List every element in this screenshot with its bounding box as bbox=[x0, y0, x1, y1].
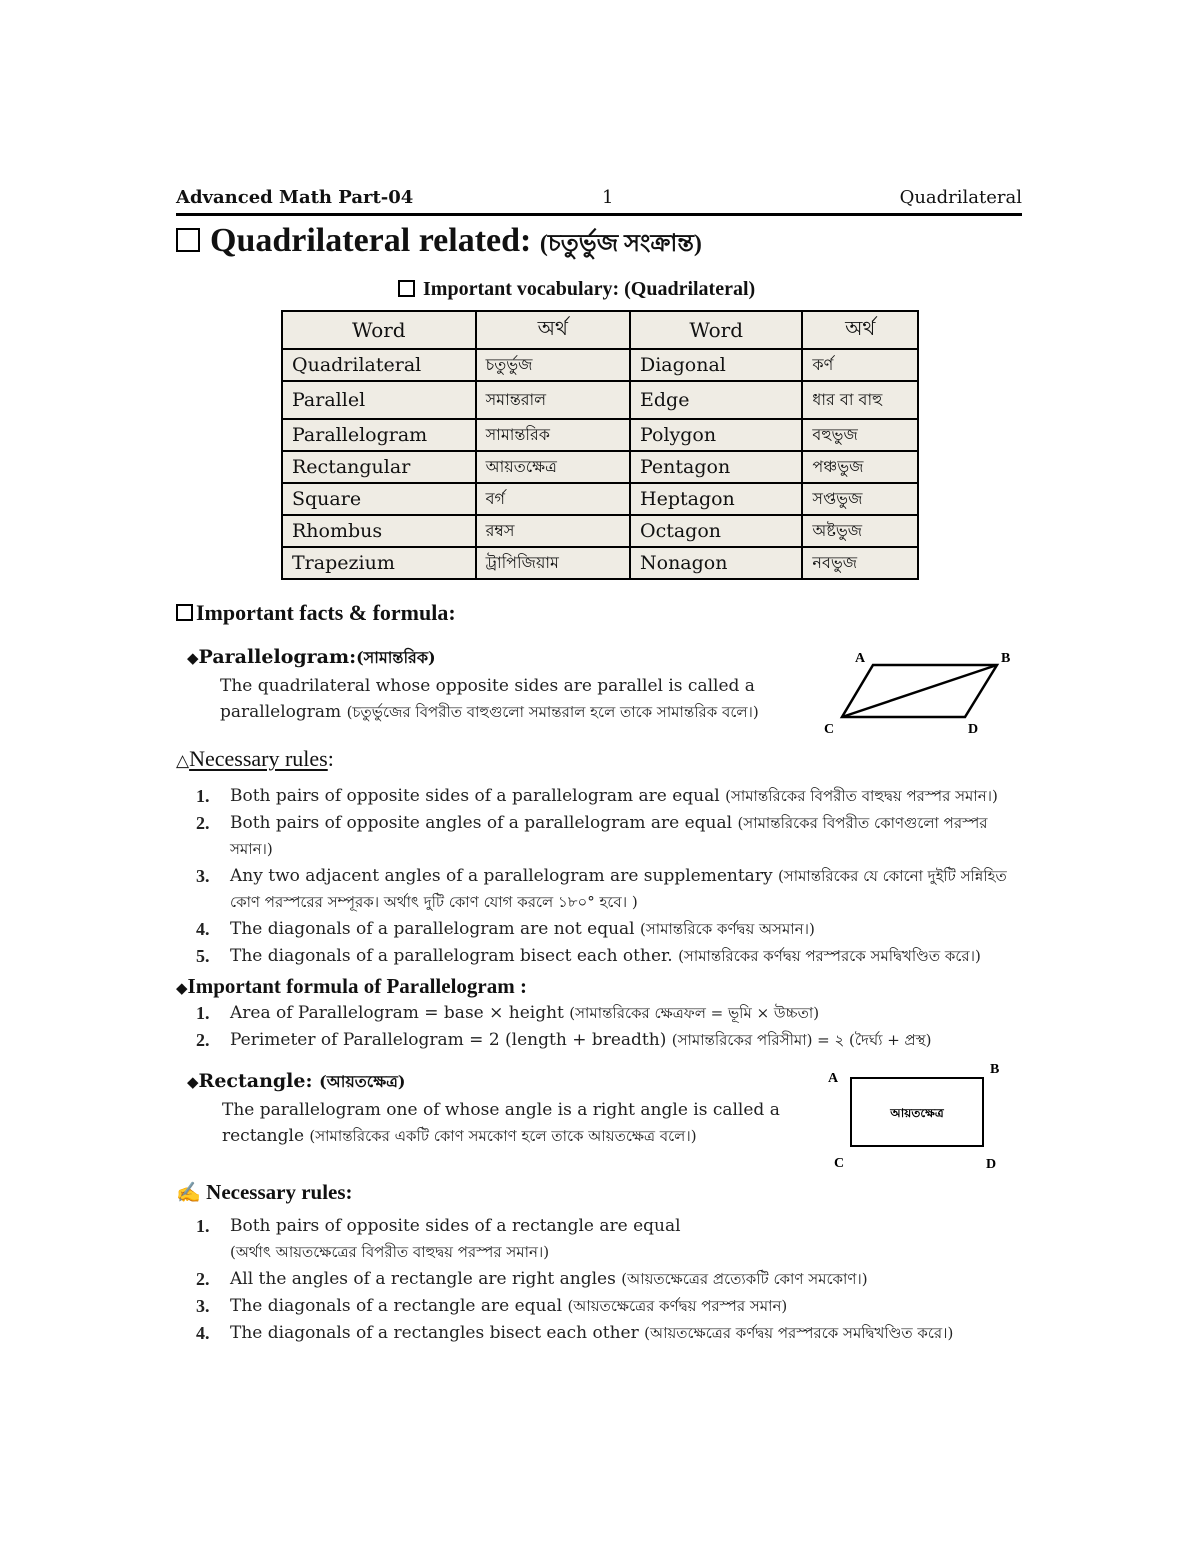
column-header: Word bbox=[630, 311, 802, 349]
parallelogram-figure bbox=[815, 645, 1025, 740]
table-cell: রম্বস bbox=[476, 515, 630, 547]
table-cell: Quadrilateral bbox=[282, 349, 476, 381]
table-cell: পঞ্চভুজ bbox=[802, 451, 918, 483]
list-item: 3. Any two adjacent angles of a parallelogram are supplementary (সামান্তরিকের যে কোনো দুইটি সন্নিহিত কোণ পরস্পরের সম্পূরক। অর্থাৎ দুটি কোণ যোগ করলে ১৮০° হবে। ) bbox=[196, 866, 1007, 911]
table-cell: কর্ণ bbox=[802, 349, 918, 381]
rectangle-rules-heading: ✍ Necessary rules: bbox=[176, 1180, 353, 1204]
writing-hand-icon: ✍ bbox=[176, 1180, 201, 1204]
table-row bbox=[282, 451, 918, 483]
rectangle-rules-list bbox=[176, 1213, 1028, 1347]
column-header: অর্থ bbox=[802, 311, 918, 349]
table-cell: Rhombus bbox=[282, 515, 476, 547]
checkbox-bullet-icon bbox=[176, 604, 193, 621]
table-cell: Trapezium bbox=[282, 547, 476, 579]
facts-heading: Important facts & formula: bbox=[176, 600, 456, 626]
diamond-bullet-icon: ◆ bbox=[187, 1073, 199, 1091]
vertex-label: A bbox=[828, 1071, 839, 1086]
list-item: 1. Area of Parallelogram = base × height (সামান্তরিকের ক্ষেত্রফল = ভূমি × উচ্চতা) bbox=[196, 1003, 820, 1023]
vertex-label: B bbox=[1001, 651, 1011, 666]
parallelogram-definition: The quadrilateral whose opposite sides are parallel is called a parallelogram (চতুর্ভুজের বিপরীত বাহুগুলো সমান্তরাল হলে তাকে সামান্তরিক বলে।) bbox=[220, 676, 759, 722]
list-item: 1. Both pairs of opposite sides of a rectangle are equal (অর্থাৎ আয়তক্ষেত্রের বিপরীত বাহুদ্বয় পরস্পর সমান।) bbox=[196, 1216, 681, 1261]
table-cell: আয়তক্ষেত্র bbox=[476, 451, 630, 483]
parallelogram-rules-list bbox=[176, 783, 1028, 970]
header-topic: Quadrilateral bbox=[899, 187, 1022, 208]
table-row bbox=[282, 419, 918, 451]
table-cell: Parallel bbox=[282, 381, 476, 419]
page-header bbox=[176, 187, 1022, 216]
list-item: 2. All the angles of a rectangle are right angles (আয়তক্ষেত্রের প্রত্যেকটি কোণ সমকোণ।) bbox=[196, 1269, 868, 1289]
list-item: 4. The diagonals of a rectangles bisect each other (আয়তক্ষেত্রের কর্ণদ্বয় পরস্পরকে সমদ্বিখণ্ডিত করে।) bbox=[196, 1323, 954, 1343]
vertex-label: D bbox=[986, 1157, 997, 1172]
checkbox-bullet-icon bbox=[176, 228, 200, 252]
rectangle-definition: The parallelogram one of whose angle is a right angle is called a rectangle (সামান্তরিকের একটি কোণ সমকোণ হলে তাকে আয়তক্ষেত্র বলে।) bbox=[222, 1100, 780, 1146]
page-title bbox=[176, 222, 702, 265]
vertex-label: A bbox=[855, 651, 866, 666]
table-header-row bbox=[282, 311, 918, 349]
table-cell: Octagon bbox=[630, 515, 802, 547]
table-cell: Rectangular bbox=[282, 451, 476, 483]
diamond-bullet-icon: ◆ bbox=[187, 649, 199, 667]
table-cell: Edge bbox=[630, 381, 802, 419]
table-cell: সামান্তরিক bbox=[476, 419, 630, 451]
parallelogram-rules-heading: △Necessary rules: bbox=[176, 746, 334, 771]
table-row bbox=[282, 483, 918, 515]
table-cell: Square bbox=[282, 483, 476, 515]
table-cell: সমান্তরাল bbox=[476, 381, 630, 419]
parallelogram-heading: ◆Parallelogram:(সামান্তরিক) bbox=[187, 646, 436, 668]
table-cell: Parallelogram bbox=[282, 419, 476, 451]
list-item: 3. The diagonals of a rectangle are equal (আয়তক্ষেত্রের কর্ণদ্বয় পরস্পর সমান) bbox=[196, 1296, 788, 1316]
table-row bbox=[282, 381, 918, 419]
table-cell: সপ্তভুজ bbox=[802, 483, 918, 515]
table-cell: Heptagon bbox=[630, 483, 802, 515]
formula-list bbox=[176, 1000, 1028, 1054]
rectangle-figure bbox=[820, 1058, 1020, 1178]
table-row bbox=[282, 515, 918, 547]
list-item: 2. Perimeter of Parallelogram = 2 (length + breadth) (সামান্তরিকের পরিসীমা) = ২ (দৈর্ঘ্য + প্রস্থ) bbox=[196, 1030, 932, 1050]
vocabulary-heading bbox=[398, 278, 755, 301]
table-row bbox=[282, 349, 918, 381]
formula-heading: ◆Important formula of Parallelogram : bbox=[176, 974, 527, 998]
vertex-label: C bbox=[824, 722, 835, 737]
table-cell: ধার বা বাহু bbox=[802, 381, 918, 419]
triangle-icon: △ bbox=[176, 751, 190, 770]
list-item: 2. Both pairs of opposite angles of a parallelogram are equal (সামান্তরিকের বিপরীত কোণগুলো পরস্পর সমান।) bbox=[196, 813, 988, 858]
vocabulary-table bbox=[281, 310, 919, 580]
vertex-label: B bbox=[990, 1062, 1000, 1077]
table-cell: বর্গ bbox=[476, 483, 630, 515]
column-header: অর্থ bbox=[476, 311, 630, 349]
parallelogram-diagonal bbox=[842, 665, 997, 717]
diamond-bullet-icon: ◆ bbox=[176, 979, 188, 997]
checkbox-bullet-icon bbox=[398, 280, 415, 297]
list-item: 1. Both pairs of opposite sides of a parallelogram are equal (সামান্তরিকের বিপরীত বাহুদ্বয় পরস্পর সমান।) bbox=[196, 786, 998, 806]
list-item: 5. The diagonals of a parallelogram bisect each other. (সামান্তরিকের কর্ণদ্বয় পরস্পরকে সমদ্বিখণ্ডিত করে।) bbox=[196, 946, 981, 966]
table-cell: Diagonal bbox=[630, 349, 802, 381]
table-cell: Pentagon bbox=[630, 451, 802, 483]
vocabulary-heading-text: Important vocabulary: (Quadrilateral) bbox=[423, 278, 756, 300]
rectangle-inner-label: আয়তক্ষেত্র bbox=[890, 1106, 944, 1120]
title-main: Quadrilateral related: bbox=[210, 222, 540, 259]
table-cell: বহুভুজ bbox=[802, 419, 918, 451]
table-cell: Polygon bbox=[630, 419, 802, 451]
table-cell: Nonagon bbox=[630, 547, 802, 579]
vertex-label: D bbox=[968, 722, 979, 737]
table-cell: ট্রাপিজিয়াম bbox=[476, 547, 630, 579]
table-cell: নবভুজ bbox=[802, 547, 918, 579]
table-cell: চতুর্ভুজ bbox=[476, 349, 630, 381]
table-cell: অষ্টভুজ bbox=[802, 515, 918, 547]
rectangle-heading: ◆Rectangle: (আয়তক্ষেত্র) bbox=[187, 1070, 406, 1092]
vertex-label: C bbox=[834, 1156, 845, 1171]
column-header: Word bbox=[282, 311, 476, 349]
title-bengali: (চতুর্ভুজ সংক্রান্ত) bbox=[539, 231, 702, 257]
header-course: Advanced Math Part-04 bbox=[176, 187, 414, 208]
list-item: 4. The diagonals of a parallelogram are not equal (সামান্তরিকে কর্ণদ্বয় অসমান।) bbox=[196, 919, 815, 939]
table-row bbox=[282, 547, 918, 579]
header-page-number: 1 bbox=[602, 187, 614, 208]
